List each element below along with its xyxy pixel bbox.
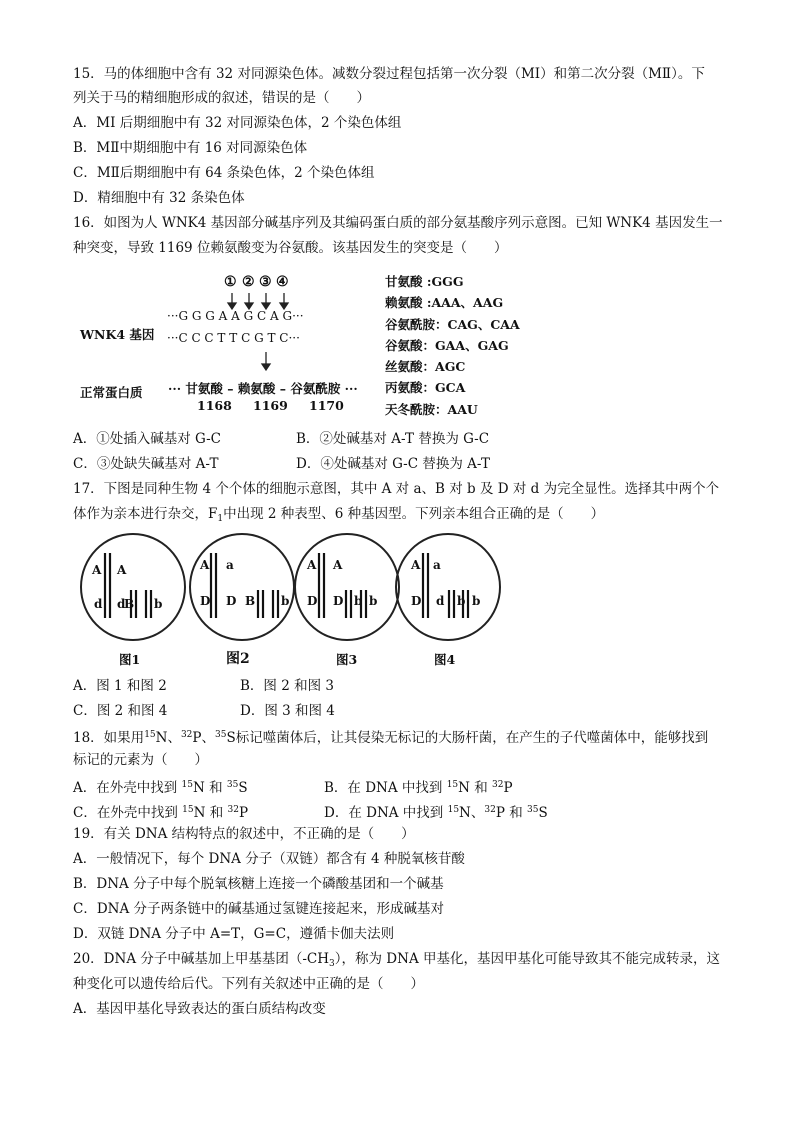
fig2-bottom-allele-1: D: [200, 594, 211, 608]
position-marker-1: ①: [224, 274, 237, 290]
position-marker-2: ②: [242, 274, 255, 290]
fig4-top-left-allele: A: [411, 558, 421, 572]
fig2-bottom-allele-3: B: [245, 594, 256, 608]
q15-stem-line2: 列关于马的精细胞形成的叙述，错误的是（ ）: [73, 90, 370, 106]
q18-option-c: C．在外壳中找到 $^{15}$N 和 $^{32}$P: [73, 805, 249, 821]
fig3-caption: 图3: [336, 652, 358, 667]
q17-option-c: C．图 2 和图 4: [73, 703, 168, 719]
fig4-top-right-allele: a: [433, 558, 441, 572]
q18-stem-line1: 18．如果用$^{15}$N、$^{32}$P、$^{35}$S标记噬菌体后，让其侵染无标记的大肠杆菌，在产生的子代噬菌体中，能够找到: [73, 730, 709, 746]
fig2-bottom-allele-4: b: [281, 594, 290, 608]
q19-option-a: A．一般情况下，每个 DNA 分子（双链）都含有 4 种脱氧核苷酸: [73, 851, 465, 867]
position-1169: 1169: [253, 398, 288, 413]
q16-option-b: B．②处碱基对 A-T 替换为 G-C: [296, 431, 490, 447]
q19-option-d: D．双链 DNA 分子中 A=T，G=C，遵循卡伽夫法则: [73, 926, 395, 942]
q16-option-d: D．④处碱基对 G-C 替换为 A-T: [296, 456, 490, 472]
q17-stem-line1: 17．下图是同种生物 4 个个体的细胞示意图，其中 A 对 a、B 对 b 及 D 对 d 为完全显性。选择其中两个个: [73, 481, 720, 497]
q17-stem-line2: 体作为亲本进行杂交，$F_1$中出现 2 种表型、6 种基因型。下列亲本组合正确的是（ ）: [73, 506, 605, 524]
fig4-bottom-allele-3: b: [457, 594, 466, 608]
fig3-top-left-allele: A: [307, 558, 317, 572]
dna-strand-top: ···G G G A A G C A G···: [167, 309, 304, 323]
fig2-top-right-allele: a: [226, 558, 234, 572]
fig2-caption: 图2: [226, 651, 250, 667]
fig4-bottom-allele-1: D: [411, 594, 422, 608]
fig1-bottom-allele-2: d: [117, 597, 126, 611]
q19-option-c: C．DNA 分子两条链中的碱基通过氢键连接起来，形成碱基对: [73, 901, 445, 917]
q16-option-a: A．①处插入碱基对 G-C: [73, 431, 221, 447]
q20-option-a: A．基因甲基化导致表达的蛋白质结构改变: [73, 1001, 326, 1017]
protein-sequence: ··· 甘氨酸 – 赖氨酸 – 谷氨酰胺 ···: [168, 381, 358, 396]
q20-stem-line2: 种变化可以遗传给后代。下列有关叙述中正确的是（ ）: [73, 976, 424, 992]
codon-ser: 丝氨酸：AGC: [385, 359, 466, 374]
q18-option-d: D．在 DNA 中找到 $^{15}$N、$^{32}$P 和 $^{35}$S: [324, 805, 548, 821]
q17-option-b: B．图 2 和图 3: [240, 678, 334, 694]
q15-option-b: B．MⅡ中期细胞中有 16 对同源染色体: [73, 140, 308, 156]
codon-lys: 赖氨酸 :AAA、AAG: [385, 295, 504, 310]
q18-option-b: B．在 DNA 中找到 $^{15}$N 和 $^{32}$P: [324, 780, 513, 796]
position-marker-3: ③: [259, 274, 272, 290]
fig3-top-right-allele: A: [333, 558, 343, 572]
fig3-bottom-allele-1: D: [307, 594, 318, 608]
fig4-bottom-allele-2: d: [436, 594, 445, 608]
fig2-top-left-allele: A: [200, 558, 210, 572]
q19-option-b: B．DNA 分子中每个脱氧核糖上连接一个磷酸基团和一个碱基: [73, 876, 444, 892]
protein-label: 正常蛋白质: [80, 385, 143, 400]
fig4-caption: 图4: [434, 652, 456, 667]
codon-gly: 甘氨酸 :GGG: [385, 274, 464, 289]
fig1-top-right-allele: A: [117, 563, 127, 577]
q17-option-a: A．图 1 和图 2: [73, 678, 167, 694]
codon-ala: 丙氨酸：GCA: [385, 380, 466, 395]
fig1-bottom-allele-3: B: [124, 597, 135, 611]
q15-option-a: A．MI 后期细胞中有 32 对同源染色体，2 个染色体组: [73, 115, 402, 131]
q20-stem-line1: 20．DNA 分子中碱基加上甲基基团$(-CH_3)$，称为 DNA 甲基化，基因甲基化可能导致其不能完成转录，这: [73, 951, 720, 969]
fig1-bottom-allele-1: d: [94, 597, 103, 611]
q19-stem: 19．有关 DNA 结构特点的叙述中，不正确的是（ ）: [73, 826, 415, 842]
q16-stem-line1: 16．如图为人 WNK4 基因部分碱基序列及其编码蛋白质的部分氨基酸序列示意图。已知 WNK4 基因发生一: [73, 215, 723, 231]
q15-option-d: D．精细胞中有 32 条染色体: [73, 190, 245, 206]
q15-option-c: C．MⅡ后期细胞中有 64 条染色体，2 个染色体组: [73, 165, 375, 181]
q18-stem-line2: 标记的元素为（ ）: [73, 752, 208, 768]
codon-gln: 谷氨酰胺：CAG、CAA: [385, 317, 520, 332]
position-1168: 1168: [197, 398, 232, 413]
fig4-bottom-allele-4: b: [472, 594, 481, 608]
q16-stem-line2: 种突变，导致 1169 位赖氨酸变为谷氨酸。该基因发生的突变是（ ）: [73, 240, 508, 256]
q15-stem-line1: 15．马的体细胞中含有 32 对同源染色体。减数分裂过程包括第一次分裂（MI）和第二次分裂（MⅡ）。下: [73, 66, 705, 82]
fig3-bottom-allele-4: b: [369, 594, 378, 608]
fig1-caption: 图1: [119, 652, 141, 667]
gene-label: WNK4 基因: [80, 327, 155, 342]
fig3-bottom-allele-2: D: [333, 594, 344, 608]
q16-option-c: C．③处缺失碱基对 A-T: [73, 456, 219, 472]
q17-option-d: D．图 3 和图 4: [240, 703, 335, 719]
dna-strand-bottom: ···C C C T T C G T C···: [167, 331, 300, 345]
codon-asn: 天冬酰胺：AAU: [385, 402, 478, 417]
fig1-top-left-allele: A: [92, 563, 102, 577]
fig1-bottom-allele-4: b: [154, 597, 163, 611]
fig2-bottom-allele-2: D: [226, 594, 237, 608]
position-marker-4: ④: [276, 274, 289, 290]
codon-glu: 谷氨酸：GAA、GAG: [385, 338, 509, 353]
q18-option-a: A．在外壳中找到 $^{15}$N 和 $^{35}$S: [73, 780, 248, 796]
position-1170: 1170: [309, 398, 344, 413]
fig3-bottom-allele-3: b: [354, 594, 363, 608]
